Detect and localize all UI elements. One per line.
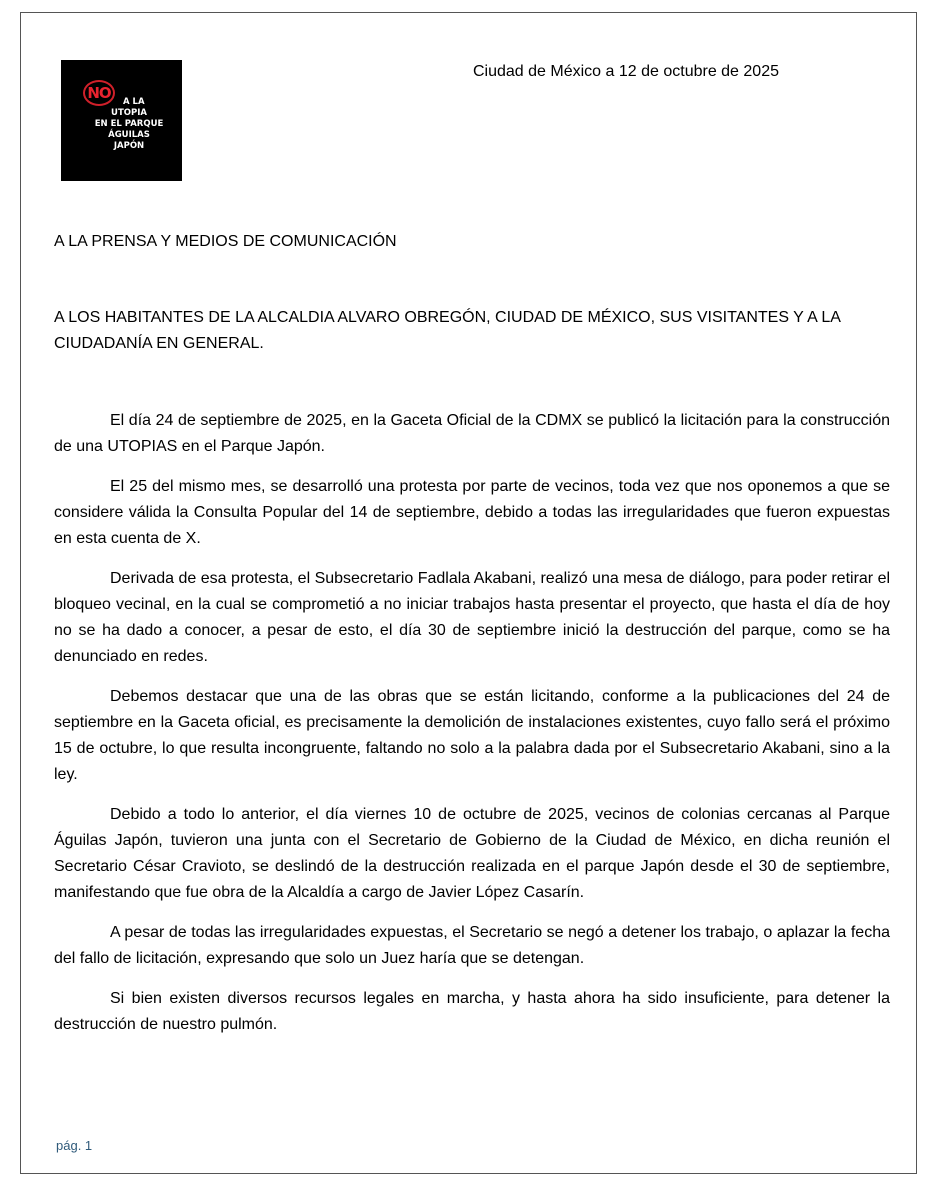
paragraph-5: Debido a todo lo anterior, el día viernes 10 de octubre de 2025, vecinos de colonias cercanas al Parque Águilas Japón, tuvieron una junta con el Secretario de Gobierno de la Ciudad de México, en dicha reunión el Secretario César Cravioto, se deslindó de la destrucción realizada en el parque Japón desde el 30 de septiembre, manifestando que fue obra de la Alcaldía a cargo de Javier López Casarín. [54, 806, 890, 901]
logo-line-1: A LA [123, 97, 145, 107]
logo-text [79, 97, 179, 152]
logo-line-4: ÁGUILAS [108, 130, 150, 140]
date-line: Ciudad de México a 12 de octubre de 2025 [473, 63, 779, 80]
campaign-logo [61, 60, 182, 181]
letter-body [54, 408, 890, 1052]
addressee-press: A LA PRENSA Y MEDIOS DE COMUNICACIÓN [54, 233, 397, 250]
logo-line-3: EN EL PARQUE [94, 119, 164, 129]
paragraph-1: El día 24 de septiembre de 2025, en la Gaceta Oficial de la CDMX se publicó la licitación para la construcción de una UTOPIAS en el Parque Japón. [54, 412, 890, 455]
paragraph-3: Derivada de esa protesta, el Subsecretario Fadlala Akabani, realizó una mesa de diálogo, para poder retirar el bloqueo vecinal, en la cual se comprometió a no iniciar trabajos hasta presentar el proyecto, que hasta el día de hoy no se ha dado a conocer, a pesar de esto, el día 30 de septiembre inició la destrucción del parque, como se ha denunciado en redes. [54, 570, 891, 665]
document-page [20, 12, 917, 1174]
addressee-residents: A LOS HABITANTES DE LA ALCALDIA ALVARO OBREGÓN, CIUDAD DE MÉXICO, SUS VISITANTES Y A LA CIUDADANÍA EN GENERAL. [54, 309, 841, 352]
logo-line-5: JAPÓN [113, 141, 145, 151]
paragraph-2: El 25 del mismo mes, se desarrolló una protesta por parte de vecinos, toda vez que nos oponemos a que se considere válida la Consulta Popular del 14 de septiembre, debido a todas las irregularidades que fueron expuestas en esta cuenta de X. [54, 478, 890, 547]
paragraph-7: Si bien existen diversos recursos legales en marcha, y hasta ahora ha sido insuficiente, para detener la destrucción de nuestro pulmón. [54, 990, 890, 1033]
logo-line-2: UTOPIA [111, 108, 147, 118]
paragraph-4: Debemos destacar que una de las obras que se están licitando, conforme a la publicaciones del 24 de septiembre en la Gaceta oficial, es precisamente la demolición de instalaciones existentes, cuyo fallo será el próximo 15 de octubre, lo que resulta incongruente, faltando no solo a la palabra dada por el Subsecretario Akabani, sino a la ley. [54, 688, 890, 783]
logo-no-circle: NO [83, 80, 115, 106]
page-number: pág. 1 [56, 1138, 93, 1153]
paragraph-6: A pesar de todas las irregularidades expuestas, el Secretario se negó a detener los trabajo, o aplazar la fecha del fallo de licitación, expresando que solo un Juez haría que se detengan. [54, 924, 890, 967]
